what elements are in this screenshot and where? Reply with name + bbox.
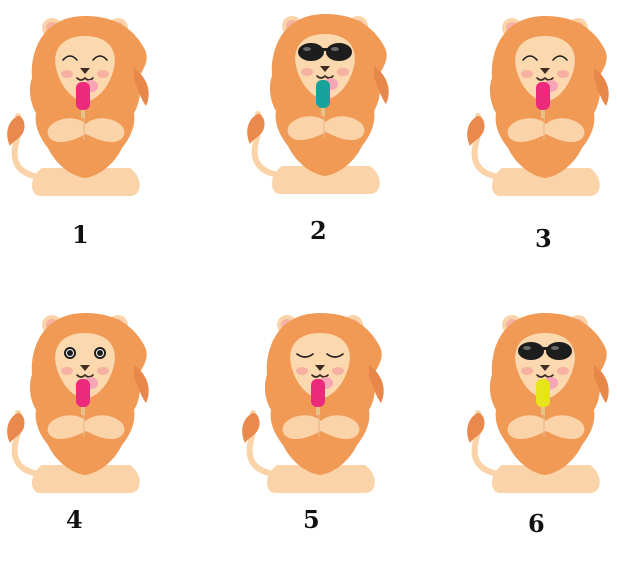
- lion-card-6: [440, 305, 617, 565]
- lion-card-1: [0, 8, 180, 268]
- sunglasses-lens-right: [546, 342, 572, 360]
- lion-illustration: [460, 8, 617, 203]
- lion-number-label: 5: [303, 505, 320, 534]
- lion-cheek-right: [97, 367, 109, 375]
- lion-cheek-left: [61, 367, 73, 375]
- lion-card-4: [0, 305, 180, 565]
- lion-cheek-right: [337, 68, 349, 76]
- sunglasses-lens-left: [298, 43, 324, 61]
- sunglasses-glint: [331, 47, 339, 51]
- lion-number-label: 3: [535, 224, 552, 253]
- sunglasses-glint: [523, 346, 531, 350]
- lion-cheek-right: [332, 367, 344, 375]
- lion-number-label: 2: [310, 216, 327, 245]
- popsicle: [536, 379, 550, 407]
- popsicle: [536, 82, 550, 110]
- sunglasses-bridge: [542, 347, 548, 350]
- popsicle: [311, 379, 325, 407]
- lion-number-label: 6: [528, 509, 545, 538]
- lion-illustration: [0, 305, 160, 500]
- lion-cheek-right: [557, 70, 569, 78]
- sunglasses-glint: [303, 47, 311, 51]
- sunglasses-glint: [551, 346, 559, 350]
- popsicle: [76, 82, 90, 110]
- popsicle: [316, 80, 330, 108]
- lion-illustration: [240, 6, 400, 201]
- lion-number-label: 4: [66, 505, 83, 534]
- lion-cheek-left: [301, 68, 313, 76]
- sunglasses-lens-right: [326, 43, 352, 61]
- lion-card-5: [215, 305, 415, 565]
- lion-card-3: [440, 8, 617, 268]
- lion-cheek-left: [521, 70, 533, 78]
- lion-illustration: [460, 305, 617, 500]
- lion-cheek-right: [557, 367, 569, 375]
- sunglasses-lens-left: [518, 342, 544, 360]
- sunglasses-bridge: [322, 48, 328, 51]
- lion-pupil: [97, 350, 103, 356]
- lion-number-label: 1: [72, 220, 89, 249]
- lion-cheek-left: [521, 367, 533, 375]
- popsicle: [76, 379, 90, 407]
- lion-cheek-left: [296, 367, 308, 375]
- lion-cheek-right: [97, 70, 109, 78]
- lion-illustration: [0, 8, 160, 203]
- lion-card-2: [220, 6, 420, 266]
- lion-cheek-left: [61, 70, 73, 78]
- lion-pupil: [67, 350, 73, 356]
- lion-illustration: [235, 305, 395, 500]
